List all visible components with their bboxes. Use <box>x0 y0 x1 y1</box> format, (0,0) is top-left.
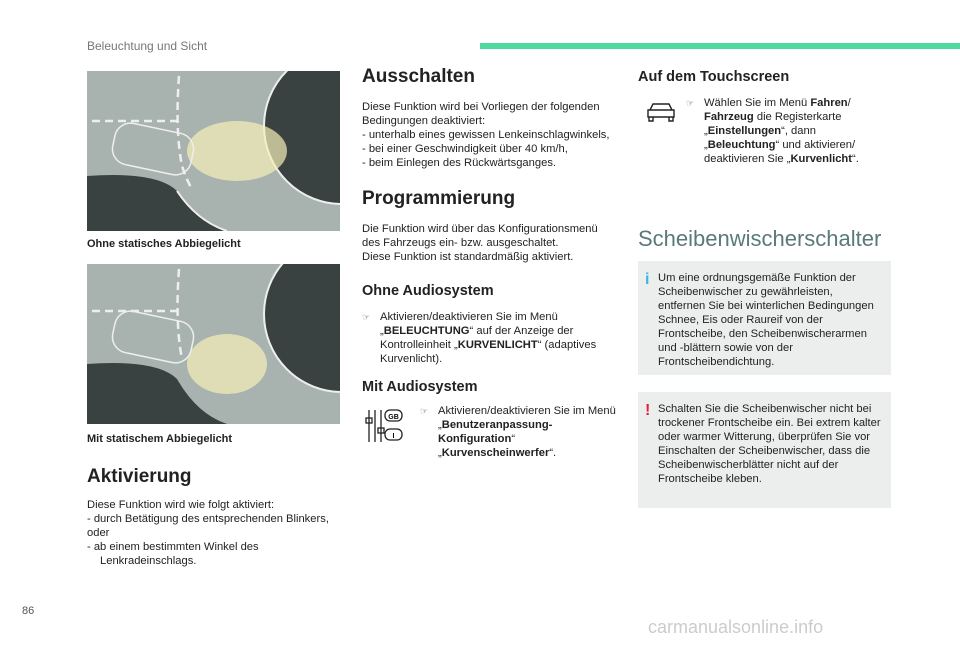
illustration-caption: Mit statischem Abbiegelicht <box>87 433 233 445</box>
pointing-hand-icon: ☞ <box>686 98 695 108</box>
warning-box: ! Schalten Sie die Scheibenwischer nicht bei trockener Frontscheibe ein. Bei extrem kalter oder warmer Witterung, überprüfen Sie vor Einschalten der Scheibenwischer, dass die Scheibenwischerblätter nicht auf der Frontscheibe kleben. <box>638 392 891 508</box>
instruction: ☞ Aktivieren/deaktivieren Sie im Menü „Benutzeranpassung-Konfiguration“ „Kurvenscheinwerfer“. <box>420 405 616 459</box>
heading-aktivierung: Aktivierung <box>87 466 192 487</box>
heading-ohne-audiosystem: Ohne Audiosystem <box>362 283 494 299</box>
pointing-hand-icon: ☞ <box>420 406 429 416</box>
paragraph: Diese Funktion ist standardmäßig aktiviert. <box>362 251 574 263</box>
info-icon: i <box>645 271 650 288</box>
car-icon <box>646 102 676 126</box>
page-number: 86 <box>22 605 35 617</box>
section-title: Beleuchtung und Sicht <box>87 39 208 53</box>
heading-programmierung: Programmierung <box>362 188 516 209</box>
section-accent-bar <box>480 43 960 49</box>
instruction: ☞ Aktivieren/deaktivieren Sie im Menü „BELEUCHTUNG“ auf der Anzeige der Kontrolleinheit „KURVENLICHT“ (adaptives Kurvenlicht). <box>362 311 597 365</box>
illustration-without-static-cornering-light <box>87 71 340 231</box>
paragraph: Die Funktion wird über das Konfigurationsmenü des Fahrzeugs ein- bzw. ausgeschaltet. <box>362 223 598 249</box>
list-item: oder <box>87 527 110 539</box>
list-item: - durch Betätigung des entsprechenden Blinkers, <box>87 513 329 525</box>
paragraph: Diese Funktion wird wie folgt aktiviert: <box>87 499 275 511</box>
svg-text:GB: GB <box>388 414 399 421</box>
list-item: - ab einem bestimmten Winkel des Lenkradeinschlags. <box>87 541 259 567</box>
pointing-hand-icon: ☞ <box>362 312 371 322</box>
watermark: carmanualsonline.info <box>648 617 824 637</box>
warning-icon: ! <box>645 402 651 419</box>
svg-text:I: I <box>392 433 395 440</box>
list-item: - beim Einlegen des Rückwärtsganges. <box>362 157 557 169</box>
heading-ausschalten: Ausschalten <box>362 66 475 87</box>
illustration-with-static-cornering-light <box>87 264 340 424</box>
heading-scheibenwischerschalter: Scheibenwischerschalter <box>638 226 882 251</box>
list-item: - bei einer Geschwindigkeit über 40 km/h, <box>362 143 568 155</box>
heading-touchscreen: Auf dem Touchscreen <box>638 69 790 85</box>
list-item: - unterhalb eines gewissen Lenkeinschlagwinkels, <box>362 129 610 141</box>
illustration-caption: Ohne statisches Abbiegelicht <box>87 238 241 250</box>
paragraph: Diese Funktion wird bei Vorliegen der folgenden Bedingungen deaktiviert: <box>362 101 600 127</box>
instruction: ☞ Wählen Sie im Menü Fahren/ Fahrzeug die Registerkarte „Einstellungen“, dann „Beleuchtung“ und aktivieren/ deaktivieren Sie „Kurvenlicht“. <box>686 97 859 165</box>
heading-mit-audiosystem: Mit Audiosystem <box>362 379 478 395</box>
info-box: i Um eine ordnungsgemäße Funktion der Scheibenwischer zu gewährleisten, entfernen Sie bei winterlichen Bedingungen Schnee, Eis oder Raureif von der Frontscheibe, den Scheibenwischerarmen und -blättern sowie von der Frontscheibendichtung. <box>638 261 891 375</box>
audio-settings-icon <box>364 408 404 444</box>
